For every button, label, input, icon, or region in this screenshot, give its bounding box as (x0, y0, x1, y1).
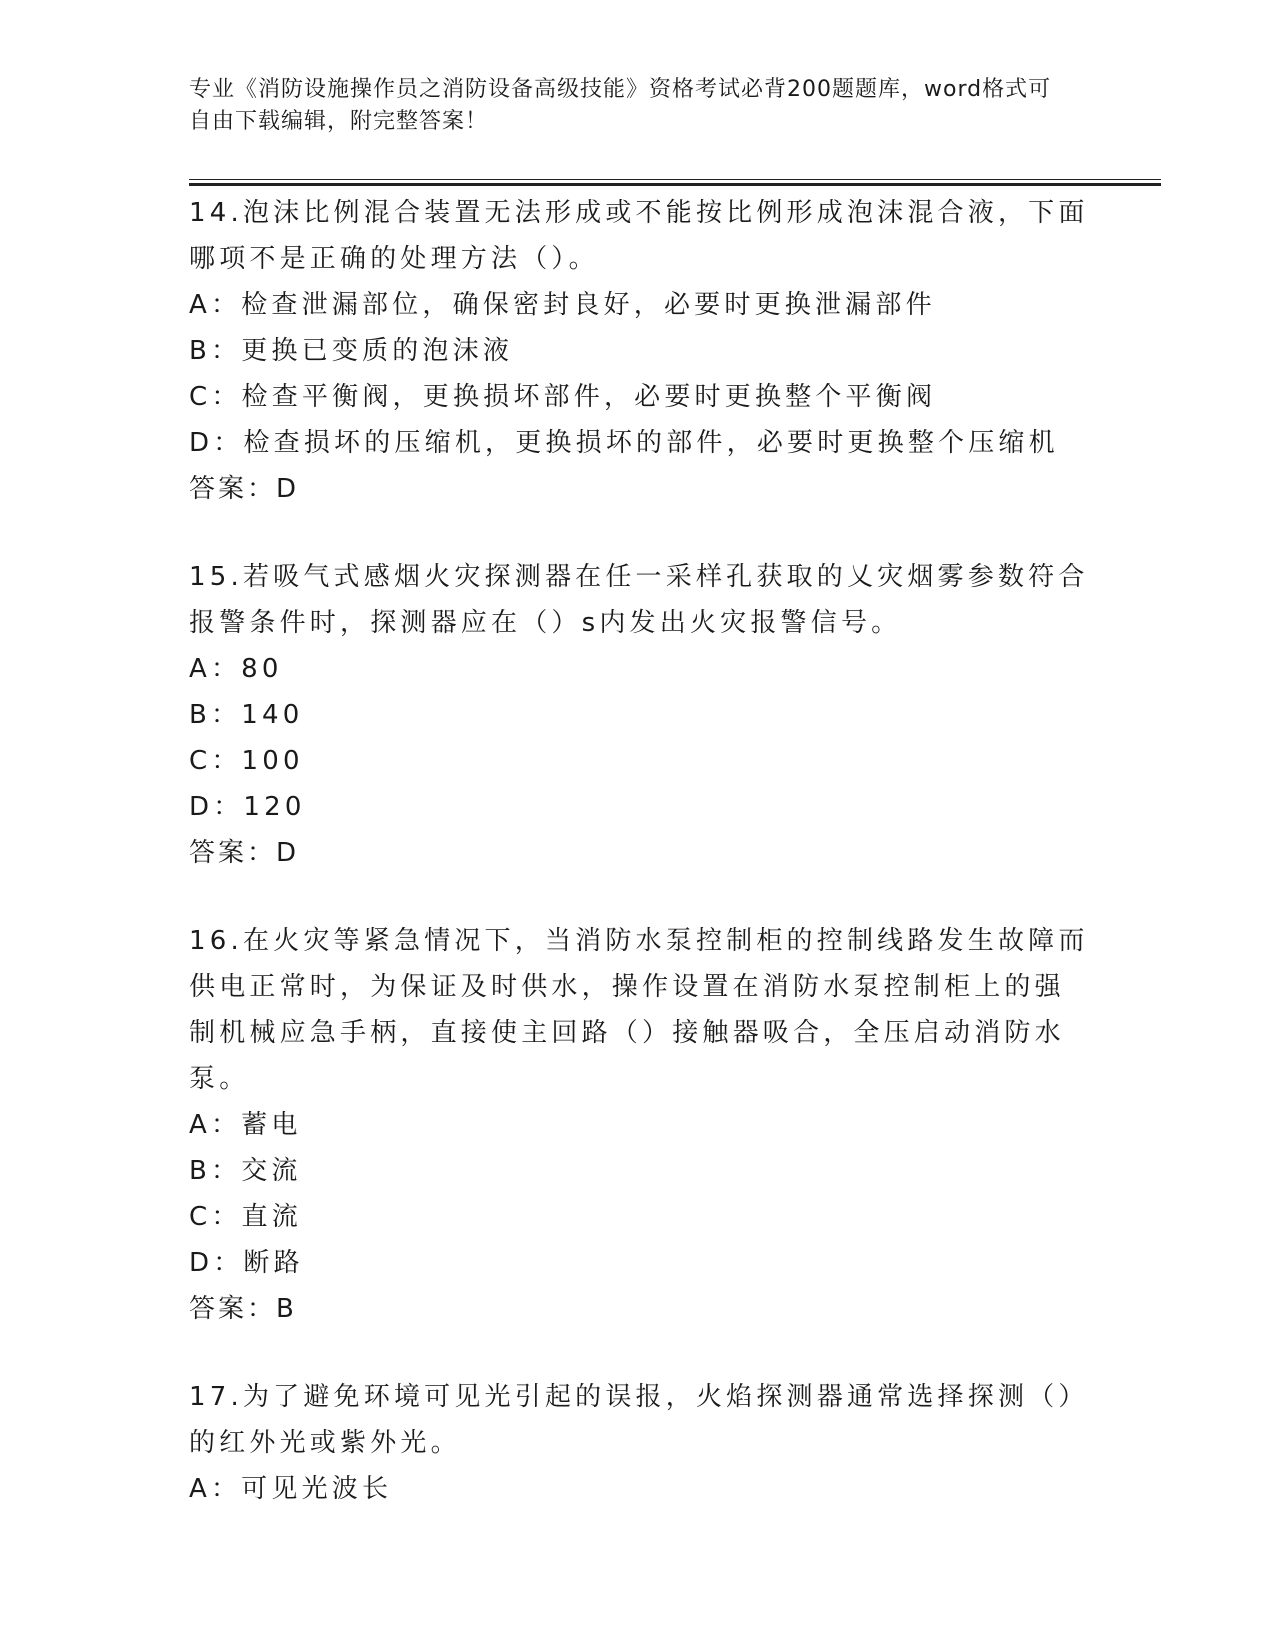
option-d: D：120 (189, 792, 306, 822)
option-a: A：检查泄漏部位，确保密封良好，必要时更换泄漏部件 (189, 290, 936, 320)
header-divider-thin (189, 179, 1161, 180)
question-stem: 16.在火灾等紧急情况下，当消防水泵控制柜的控制线路发生故障而供电正常时，为保证及时供水，操作设置在消防水泵控制柜上的强制机械应急手柄，直接使主回路（）接触器吸合，全压启动消防水泵。 (189, 926, 1089, 1094)
answer: 答案：B (189, 1294, 297, 1324)
option-a: A：可见光波长 (189, 1474, 393, 1504)
question-16 (189, 918, 1089, 1332)
question-stem: 17.为了避免环境可见光引起的误报，火焰探测器通常选择探测（）的红外光或紫外光。 (189, 1382, 1089, 1458)
document-header: 专业《消防设施操作员之消防设备高级技能》资格考试必背200题题库，word格式可自由下载编辑，附完整答案！ (189, 77, 1052, 134)
question-14 (189, 190, 1089, 512)
option-c: C：100 (189, 746, 304, 776)
option-b: B：更换已变质的泡沫液 (189, 336, 514, 366)
option-b: B：140 (189, 700, 304, 730)
option-a: A：蓄电 (189, 1110, 302, 1140)
option-a: A：80 (189, 654, 283, 684)
option-d: D：检查损坏的压缩机，更换损坏的部件，必要时更换整个压缩机 (189, 428, 1059, 458)
answer: 答案：D (189, 838, 300, 868)
header-divider-thick (189, 183, 1161, 186)
option-c: C：直流 (189, 1202, 302, 1232)
question-list (189, 190, 1089, 1554)
option-c: C：检查平衡阀，更换损坏部件，必要时更换整个平衡阀 (189, 382, 937, 412)
option-b: B：交流 (189, 1156, 302, 1186)
option-d: D：断路 (189, 1248, 304, 1278)
answer: 答案：D (189, 474, 300, 504)
question-17 (189, 1374, 1089, 1512)
question-15 (189, 554, 1089, 876)
question-stem: 14.泡沫比例混合装置无法形成或不能按比例形成泡沫混合液，下面哪项不是正确的处理方法（）。 (189, 198, 1089, 274)
question-stem: 15.若吸气式感烟火灾探测器在任一采样孔获取的乂灾烟雾参数符合报警条件时，探测器应在（）s内发出火灾报警信号。 (189, 562, 1089, 638)
